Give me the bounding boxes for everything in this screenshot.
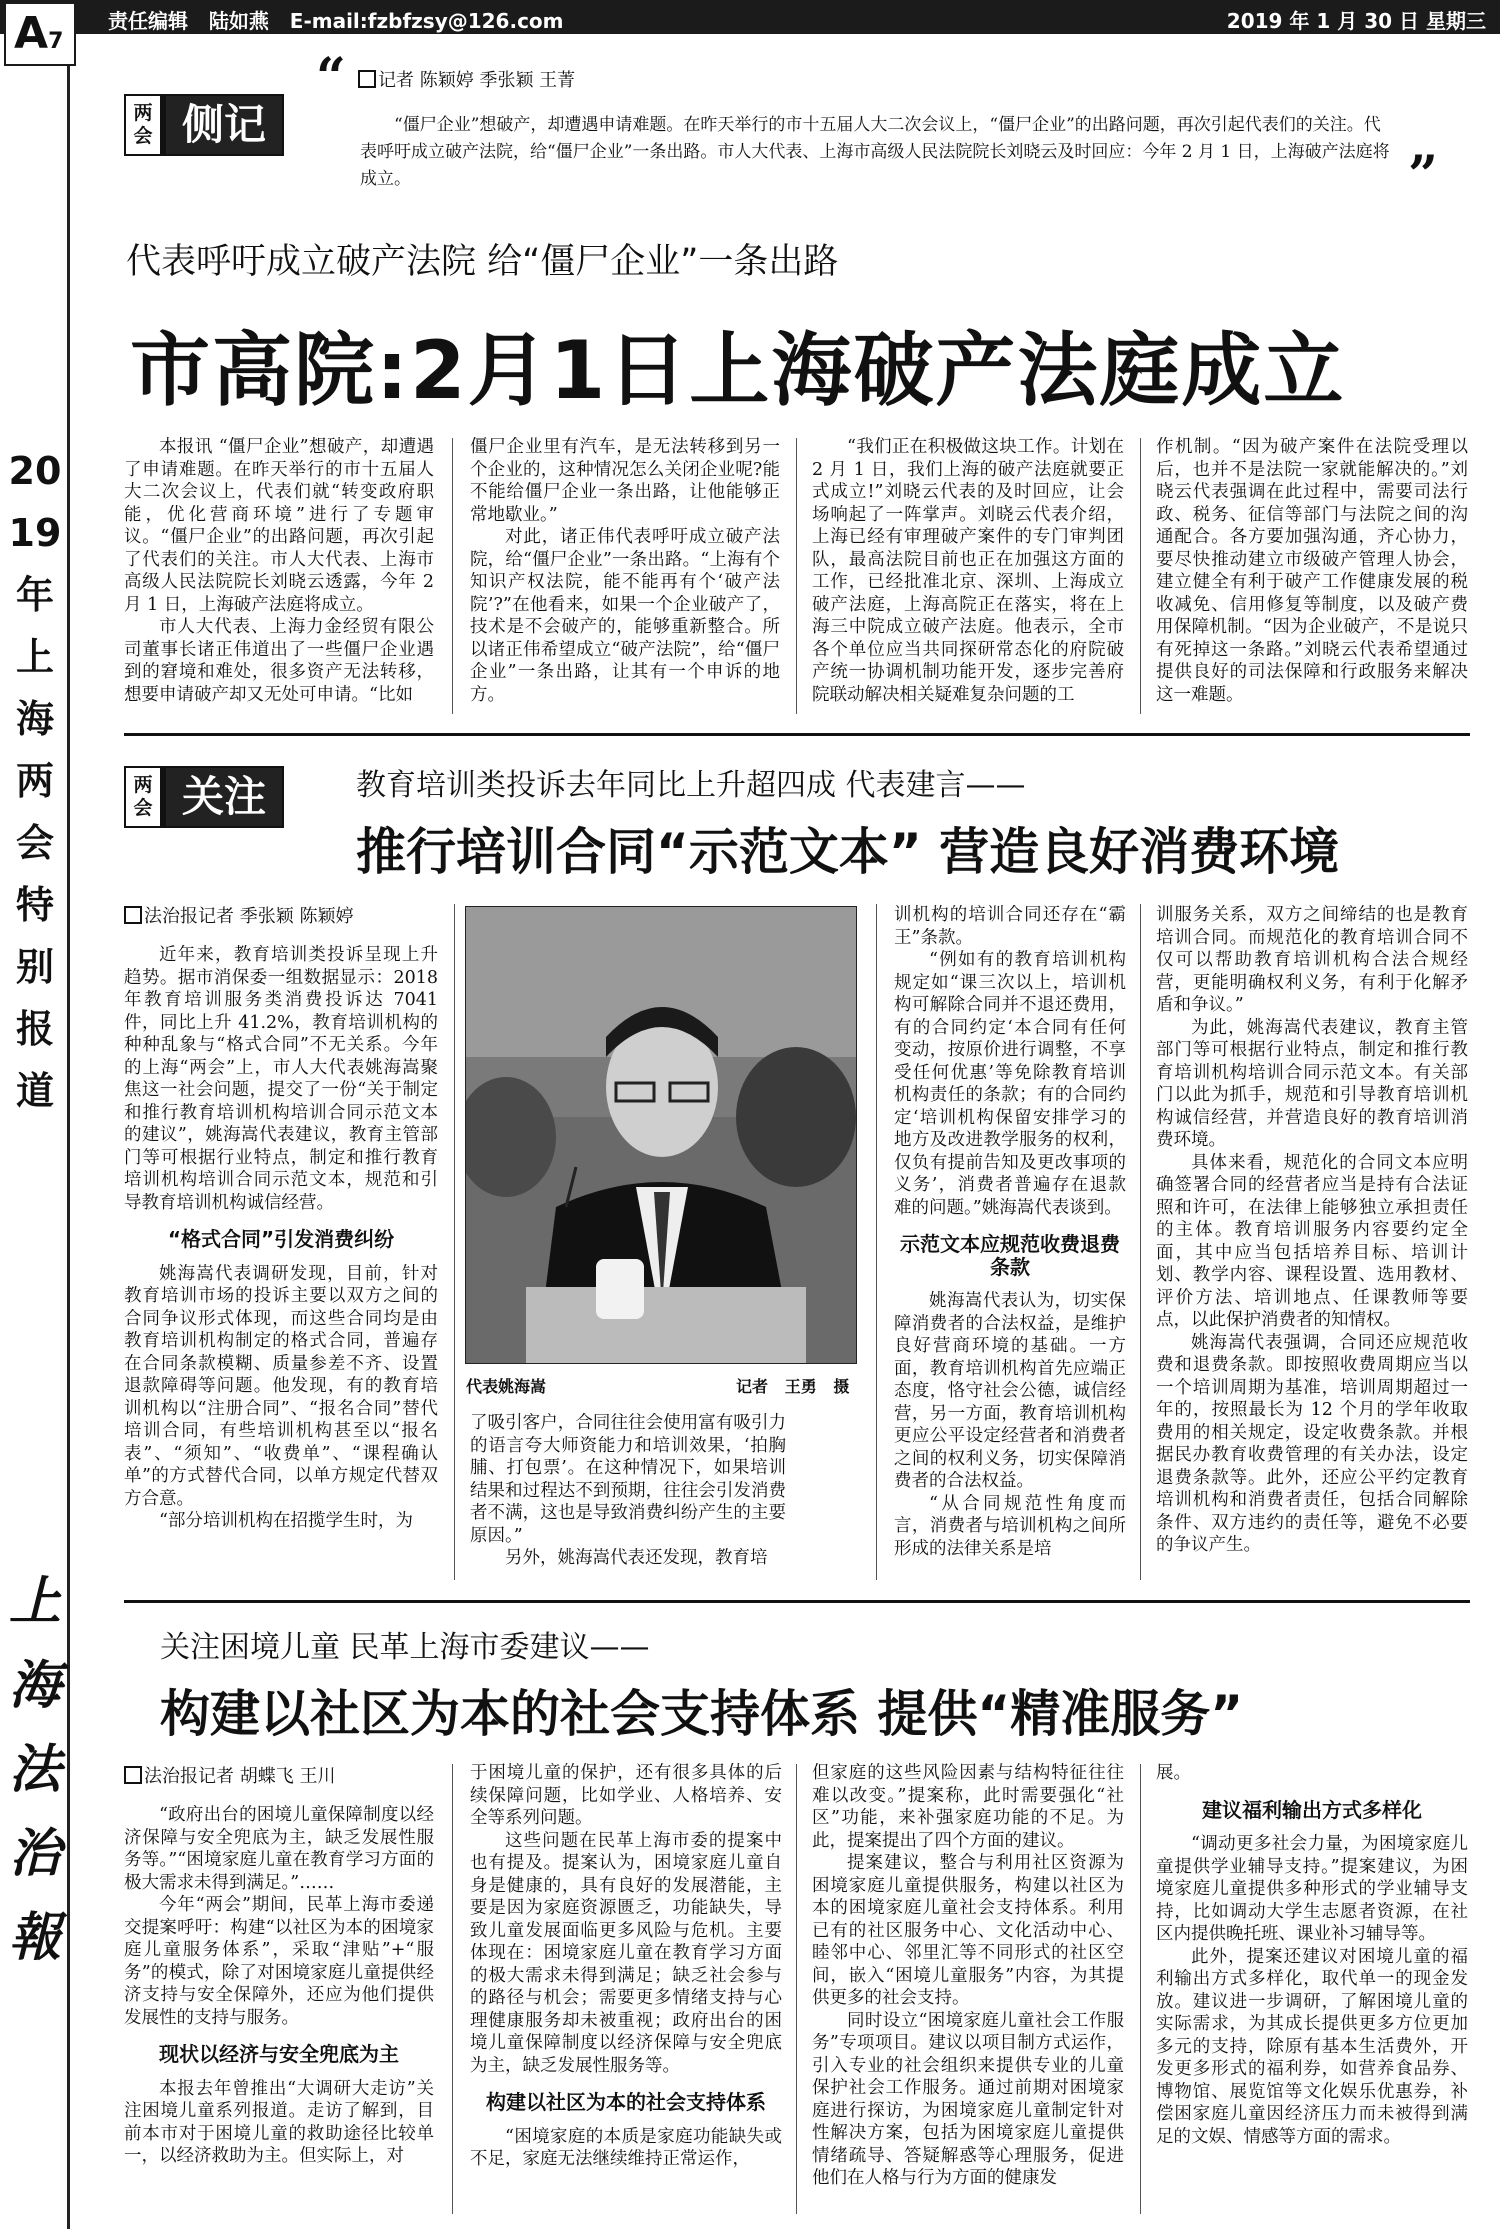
s1-col4-p1: 作机制。“因为破产案件在法院受理以后，也并不是法院一家就能解决的。”刘晓云代表强调在此过程中，需要司法行政、税务、征信等部门与法院之间的沟通配合。各方要加强沟通，齐心协力，要尽快推动建立市级破产管理人协会，建立健全有利于破产工作健康发展的税收减免、信用修复等制度，以及破产费用保障机制。“因为企业破产，不是说只有死掉这一条路。”刘晓云代表希望通过提供良好的司法保障和行政服务来解决这一难题。 [1156,437,1468,705]
s1-byline [358,66,575,92]
s3-subhead-2: 构建以社区为本的社会支持体系 [486,2090,766,2114]
s3-subhead: 关注困境儿童 民革上海市委建议—— [160,1630,650,1665]
s3-headline: 构建以社区为本的社会支持体系 提供“精准服务” [160,1685,1244,1743]
page-letter: A [14,8,49,59]
open-quote-icon: “ [316,47,346,108]
s3-col3-p1: 但家庭的这些风险因素与结构特征往往难以改变。”提案称，此时需要强化“社区”功能，来补强家庭功能的不足。为此，提案提出了四个方面的建议。 [812,1763,1124,1851]
editor-info: 责任编辑 陆如燕 E-mail:fzbfzsy@126.com [108,9,564,33]
s3-col1-p2: 今年“两会”期间，民革上海市委递交提案呼吁：构建“以社区为本的困境家庭儿童服务体系”，采取“津贴”+“服务”的模式，除了对困境家庭儿童提供经济支持与安全保障外，还应为他们提供发展性的支持与服务。 [124,1895,434,2028]
column-divider [1140,438,1141,714]
s3-col4-p3: 此外，提案还建议对困境儿童的福利输出方式多样化，取代单一的现金发放。建议进一步调研，了解困境儿童的实际需求，为其成长提供更多方位更加多元的支持，除原有基本生活费外，开发更多形式的福利券，如营养食品券、博物馆、展览馆等文化娱乐优惠券，补偿困家庭儿童因经济压力而未被得到满足的文娱、情感等方面的需求。 [1156,1946,1468,2147]
section-divider [124,1600,1470,1603]
tag-label: 关注 [166,768,282,826]
portrait-image [466,907,857,1364]
s2-col1-p1: 近年来，教育培训类投诉呈现上升趋势。据市消保委一组数据显示：2018年教育培训服务类消费投诉达 7041 件，同比上升 41.2%，教育培训机构的种种乱象与“格式合同”不无关系。今年的上海“两会”上，市人大代表姚海嵩聚焦这一社会问题，提交了一份“关于制定和推行教育培训机构培训合同示范文本的建议”，姚海嵩代表建议，教育主管部门等可根据行业特点，制定和推行教育培训机构培训合同示范文本，规范和引导教育培训机构诚信经营。 [124,945,438,1213]
s2-col1 [124,944,438,1584]
s3-col1-p3: 本报去年曾推出“大调研大走访”关注困境儿童系列报道。走访了解到，目前本市对于困境儿童的救助途径比较单一，以经济救助为主。但实际上，对 [124,2078,434,2166]
s2-subhead-1: “格式合同”引发消费纠纷 [167,1227,395,1251]
tag-label: 侧记 [166,96,282,154]
s1-col3 [812,436,1124,718]
s3-col4 [1156,1762,1468,2216]
s2-col3 [894,904,1126,1584]
s2-col1-p2: 姚海嵩代表调研发现，目前，针对教育培训市场的投诉主要以双方之间的合同争议形式体现，而这些合同均是由教育培训机构制定的格式合同，普遍存在合同条款模糊、质量参差不齐、设置退款障碍等问题。他发现，有的教育培训机构以“注册合同”、“报名合同”替代培训合同，有些培训机构甚至以“报名表”、“须知”、“收费单”、“课程确认单”的方式替代合同，以单方规定代替双方合意。 [124,1263,438,1509]
s3-byline-text: 法治报记者 胡蝶飞 王川 [144,1766,336,1787]
column-divider [452,438,453,714]
s1-headline: 市高院:2月1日上海破产法庭成立 [130,324,1346,417]
s3-col4-p1: 展。 [1156,1763,1191,1783]
s2-col3-p1: 训机构的培训合同还存在“霸王”条款。 [894,905,1126,948]
s3-col3-p2: 提案建议，整合与利用社区资源为困境家庭儿童提供服务，构建以社区为本的困境家庭儿童社会支持体系。利用已有的社区服务中心、文化活动中心、睦邻中心、邻里汇等不同形式的社区空间，嵌入“困境儿童服务”内容，为其提供更多的社会支持。 [812,1853,1124,2008]
section-divider [124,733,1470,736]
column-divider [796,438,797,714]
s2-col2-p2: 另外，姚海嵩代表还发现，教育培 [505,1548,768,1568]
column-divider [452,1764,453,2214]
s1-col1 [124,436,434,718]
s3-col1-p1: “政府出台的困境儿童保障制度以经济保障与安全兜底为主，缺乏发展性服务等。”“困境家庭儿童在教育学习方面的极大需求未得到满足。”…… [124,1805,434,1893]
s1-col4 [1156,436,1468,718]
s2-subhead-2: 示范文本应规范收费退费条款 [900,1232,1120,1279]
close-quote-icon: ” [1408,145,1438,206]
s2-headline: 推行培训合同“示范文本” 营造良好消费环境 [356,823,1340,881]
photo-representative [465,906,857,1364]
s2-col2-p1: 了吸引客户，合同往往会使用富有吸引力的语言夸大师资能力和培训效果，‘拍胸脯、打包票’。在这种情况下，如果培训结果和过程达不到预期，往往会引发消费者不满，这也是导致消费纠纷产生的主要原因。” [470,1413,786,1546]
s2-col2 [470,1412,786,1584]
s2-subhead: 教育培训类投诉去年同比上升超四成 代表建言—— [356,768,1026,803]
s2-col4-p4: 姚海嵩代表强调，合同还应规范收费和退费条款。即按照收费周期应当以一个培训周期为基准，培训周期超过一年的，按照最长为 12 个月的学年收取费用的相关规定，设定收费条款。并根据民办教育收费管理的有关办法，设定退费条款等。此外，还应公平约定教育培训机构和消费者责任，包括合同解除条件、双方违约的责任等，避免不必要的争议产生。 [1156,1332,1468,1555]
masthead-logo: 上海法治報 [8,1571,61,1968]
s3-byline [124,1762,335,1788]
section-tag-ceji [124,94,284,156]
s2-col1-p3: “部分培训机构在招揽学生时，为 [159,1511,413,1531]
s3-subhead-3: 建议福利输出方式多样化 [1202,1797,1422,1822]
s1-col2-p1: 僵尸企业里有汽车，是无法转移到另一个企业的，这种情况怎么关闭企业呢?能不能给僵尸企业一条出路，让他能够正常地歇业。” [470,437,780,525]
page-number-badge [4,2,76,66]
byline-box-icon [124,906,142,924]
tag-small-label: 两会 [126,96,166,154]
s2-byline [124,902,353,928]
s2-col3-p2: “例如有的教育培训机构规定如“课三次以上，培训机构可解除合同并不退还费用，有的合同约定‘本合同有任何变动，按原价进行调整，不享受任何优惠’等免除教育培训机构责任的条款；有的合同约定‘培训机构保留安排学习的地方及改进教学服务的权利，仅负有提前告知及更改事项的义务’，消费者普遍存在退款难的问题。”姚海嵩代表谈到。 [894,950,1126,1218]
s1-col1-p2: 市人大代表、上海力金经贸有限公司董事长诸正伟道出了一些僵尸企业遇到的窘境和难处，很多资产无法转移，想要申请破产却又无处可申请。“比如 [124,617,434,705]
column-divider [1140,1764,1141,2214]
s2-col3-p4: “从合同规范性角度而言，消费者与培训机构之间所形成的法律关系是培 [894,1493,1126,1559]
sidebar-vertical-title: 2019年上海两会特别报道 [8,449,62,1113]
s1-col2 [470,436,780,718]
photo-credit: 记者 王勇 摄 [736,1377,850,1396]
s3-col4-p2: “调动更多社会力量，为困境家庭儿童提供学业辅导支持。”提案建议，为困境家庭儿童提供多种形式的学业辅导支持，比如调动大学生志愿者资源，在社区内提供晚托班、课业补习辅导等。 [1156,1834,1468,1944]
s3-col3-p3: 同时设立“困境家庭儿童社会工作服务”专项项目。建议以项目制方式运作，引入专业的社会组织来提供专业的儿童保护社会工作服务。通过前期对困境家庭进行探访，为困境家庭儿童制定针对性解决方案，包括为困境家庭儿童提供情绪疏导、答疑解惑等心理服务，促进他们在人格与行为方面的健康发 [812,2010,1124,2188]
column-divider [454,904,455,1580]
s1-subhead: 代表呼吁成立破产法院 给“僵尸企业”一条出路 [126,242,839,282]
s3-col2-p3: “困境家庭的本质是家庭功能缺失或不足，家庭无法继续维持正常运作， [470,2126,782,2169]
tag-small-label: 两会 [126,768,166,826]
s2-col4-p3: 具体来看，规范化的合同文本应明确签署合同的经营者应当是持有合法证照和许可，在法律上能够独立承担责任的主体。教育培训服务内容要约定全面，其中应当包括培养目标、培训计划、教学内容、课程设置、选用教材、评价方法、培训地点、任课教师等要点，以此保护消费者的知情权。 [1156,1152,1468,1330]
s2-col3-p3: 姚海嵩代表认为，切实保障消费者的合法权益，是维护良好营商环境的基础。一方面，教育培训机构首先应端正态度，恪守社会公德，诚信经营，另一方面，教育培训机构更应公平设定经营者和消费者之间的权利义务，切实保障消费者的合法权益。 [894,1291,1126,1491]
column-divider [1140,904,1141,1580]
photo-caption: 代表姚海嵩 [466,1377,547,1396]
s3-col2-p2: 这些问题在民革上海市委的提案中也有提及。提案认为，困境家庭儿童自身是健康的，具有良好的发展潜能，主要是因为家庭资源匮乏，功能缺失，导致儿童发展面临更多风险与危机。主要体现在：困境家庭儿童在教育学习方面的极大需求未得到满足；缺乏社会参与的路径与机会；需要更多情绪支持与心理健康服务却未被重视；政府出台的困境儿童保障制度以经济保障与安全兜底为主，缺乏发展性服务等。 [470,1830,782,2076]
byline-box-icon [358,70,376,88]
column-divider [796,1764,797,2214]
s2-col4-p1: 训服务关系，双方之间缔结的也是教育培训合同。而规范化的教育培训合同不仅可以帮助教育培训机构合法合规经营，更能明确权利义务，有利于化解矛盾和争议。” [1156,905,1468,1015]
s3-col3 [812,1762,1124,2216]
s3-col2 [470,1762,782,2216]
s3-subhead-1: 现状以经济与安全兜底为主 [159,2042,399,2066]
s1-col1-p1: 本报讯 “僵尸企业”想破产，却遭遇了申请难题。在昨天举行的市十五届人大二次会议上，代表们就“转变政府职能，优化营商环境”进行了专题审议。“僵尸企业”的出路问题，再次引起了代表们的关注。市人大代表、上海市高级人民法院院长刘晓云透露，今年 2 月 1 日，上海破产法庭将成立。 [124,437,434,615]
section-tag-guanzhu [124,766,284,828]
s1-col2-p2: 对此，诸正伟代表呼吁成立破产法院，给“僵尸企业”一条出路。“上海有个知识产权法院，能不能再有个‘破产法院’?”在他看来，如果一个企业破产了，技术是不会破产的，能够重新整合。所以诸正伟希望成立“破产法院”，给“僵尸企业”一条出路，让其有一个申诉的地方。 [470,527,780,705]
header-bar [0,0,1500,34]
page-num: 7 [48,29,64,54]
s1-lead: “僵尸企业”想破产，却遭遇申请难题。在昨天举行的市十五届人大二次会议上，“僵尸企业”的出路问题，再次引起代表们的关注。代表呼吁成立破产法院，给“僵尸企业”一条出路。市人大代表、上海市高级人民法院院长刘晓云及时回应：今年 2 月 1 日，上海破产法庭将成立。 [360,115,1390,189]
column-divider [876,904,877,1580]
s1-byline-text: 记者 陈颖婷 季张颖 王菁 [378,70,576,91]
s2-col4 [1156,904,1468,1584]
s2-byline-text: 法治报记者 季张颖 陈颖婷 [144,906,354,927]
s2-col4-p2: 为此，姚海嵩代表建议，教育主管部门等可根据行业特点，制定和推行教育培训机构培训合同示范文本。有关部门以此为抓手，规范和引导教育培训机构诚信经营，并营造良好的教育培训消费环境。 [1156,1017,1468,1150]
byline-box-icon [124,1766,142,1784]
s3-col1 [124,1804,434,2216]
s1-col3-p1: “我们正在积极做这块工作。计划在 2 月 1 日，我们上海的破产法庭就要正式成立!”刘晓云代表的及时回应，让会场响起了一阵掌声。刘晓云代表介绍，上海已经有审理破产案件的专门审判团队，最高法院目前也正在加强这方面的工作，已经批准北京、深圳、上海成立破产法庭，上海高院正在落实，将在上海三中院成立破产法庭。他表示，全市各个单位应当共同探研常态化的府院破产统一协调机制功能开发，逐步完善府院联动解决相关疑难复杂问题的工 [812,437,1124,705]
s3-col2-p1: 于困境儿童的保护，还有很多具体的后续保障问题，比如学业、人格培养、安全等系列问题。 [470,1763,782,1828]
issue-date: 2019 年 1 月 30 日 星期三 [1226,9,1486,33]
